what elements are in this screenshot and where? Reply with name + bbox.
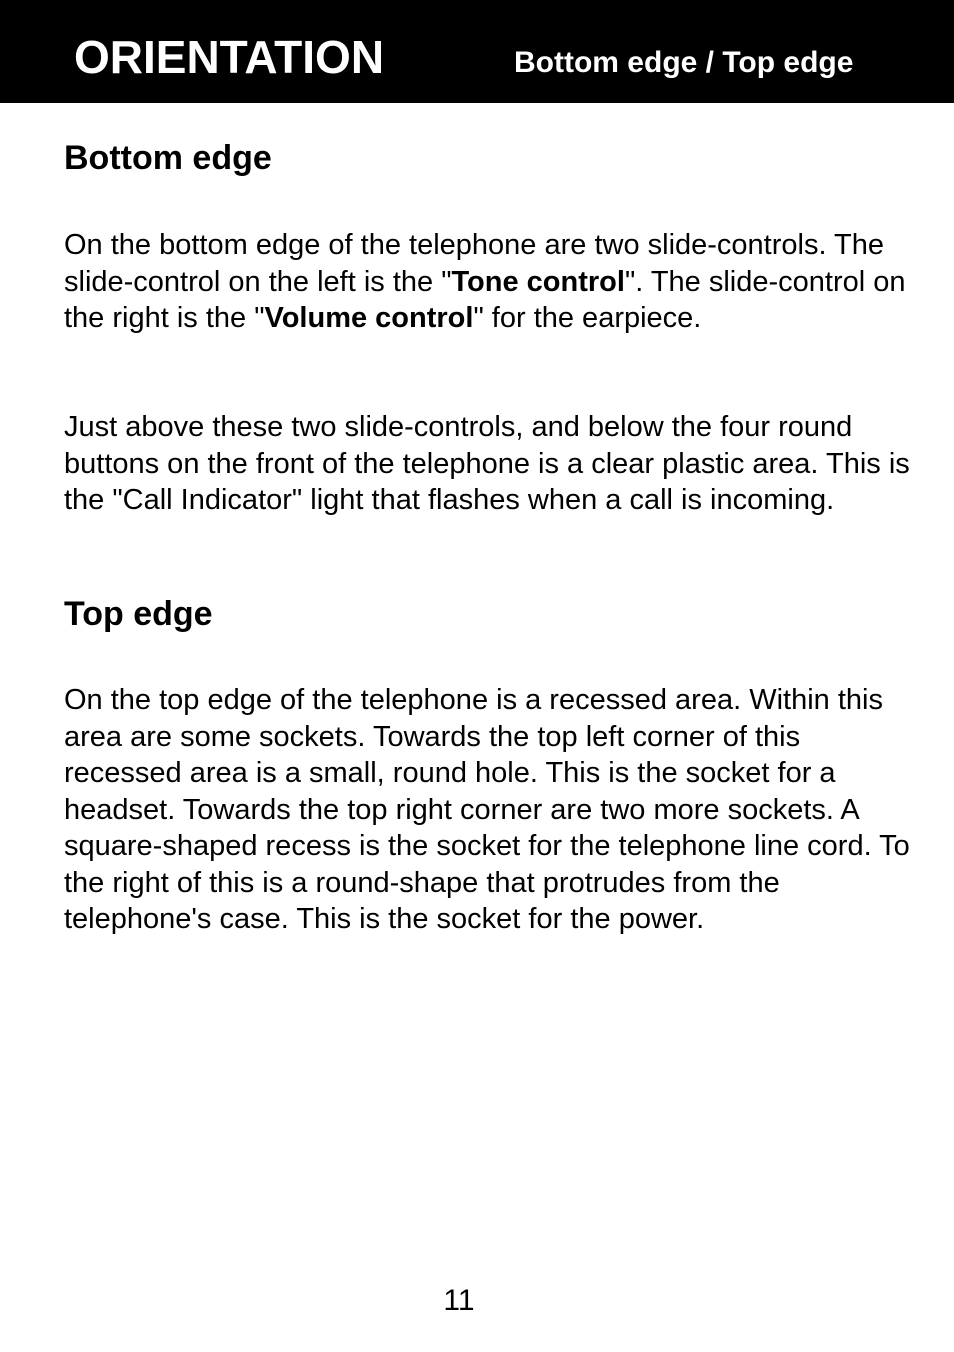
heading-bottom-edge: Bottom edge bbox=[64, 139, 272, 177]
page-number: 11 bbox=[443, 1284, 475, 1317]
paragraph-call-indicator: Just above these two slide-controls, and below the four round buttons on the front of the telephone is a clear plastic area. This is the "Call Indicator" light that flashes when a call is incoming. bbox=[64, 411, 910, 516]
page-header bbox=[0, 0, 954, 103]
text-run: " for the earpiece. bbox=[473, 302, 702, 334]
paragraph-top-edge-sockets: On the top edge of the telephone is a recessed area. Within this area are some sockets. Towards the top left corner of this recessed area is a small, round hole. This is the socket for a headset. Towards the top right corner are two more sockets. A square-shaped recess is the socket for the telephone line cord. To the right of this is a round-shape that protrudes from the telephone's case. This is the socket for the power. bbox=[64, 684, 910, 935]
text-run: On the bottom edge of the telephone are two slide-controls. The slide-control on the left is the " bbox=[64, 229, 885, 298]
paragraph-bottom-edge-controls bbox=[64, 227, 924, 337]
section-subtitle: Bottom edge / Top edge bbox=[514, 46, 854, 79]
tone-control-term: Tone control bbox=[451, 265, 625, 298]
text-run: ". The slide-control on the right is the " bbox=[64, 265, 906, 334]
volume-control-term: Volume control bbox=[264, 302, 474, 334]
heading-top-edge: Top edge bbox=[64, 595, 213, 633]
section-title: ORIENTATION bbox=[74, 31, 385, 83]
